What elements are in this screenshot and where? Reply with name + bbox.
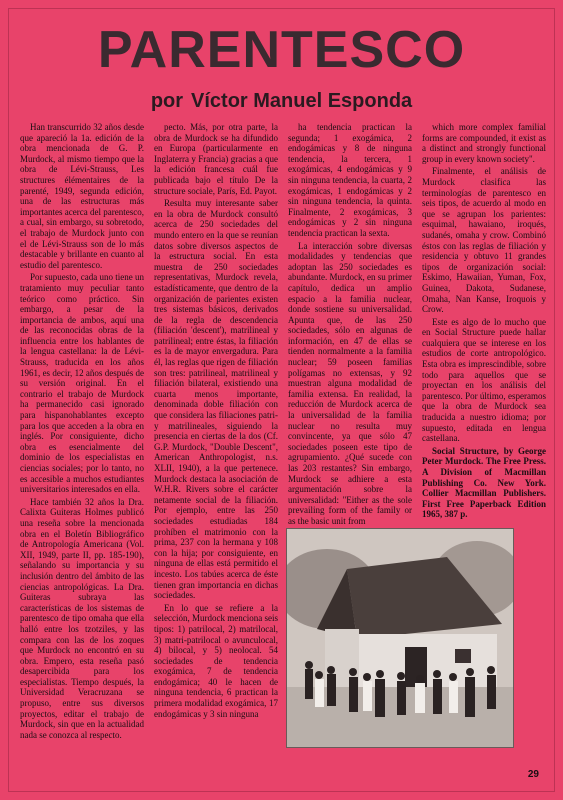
article-title: PARENTESCO (97, 21, 466, 79)
paragraph: ha tendencia practican la segunda; 1 exogámica, 2 endogámicas y 8 de ninguna tendencia, la tercera, 1 exogámicas, 4 endogámicas y 9 sin ninguna tendencia, la cuarta, 2 exogámicas, 1 endogámicas y 2 sin ninguna tendencia, la quinta. Finalmente, 2 exogámicas, 3 endogámicas y 2 sin ninguna tendencia practican la sexta. (288, 122, 412, 238)
village-photograph (286, 528, 514, 748)
photo-illustration (287, 529, 513, 747)
paragraph: which more complex familial forms are compounded, it exist as a distinct and strongly functional group in every known society". (422, 122, 546, 164)
text-column-3 (288, 122, 412, 527)
paragraph: Finalmente, el análisis de Murdock clasifica las terminologías de parentesco en seis tipos, de acuerdo al modo en que se agrupan los parientes: esquimal, hawaiano, iroqués, sudanés, omaha y crow. Combinó éstos con las reglas de filiación y residencia y obtuvo 11 grandes tipos de organización social: Eskimo, Hawaiian, Yuman, Fox, Guinea, Dakota, Sudanese, Omaha, Nan Kanse, Iroquois y Crow. (422, 166, 546, 315)
byline-prefix: por (150, 90, 184, 112)
page-number: 29 (527, 769, 539, 780)
paragraph: Este es algo de lo mucho que en Social Structure puede hallar cualquiera que se interese en los estudios de corte antropológico. Esta obra es imprescindible, sobre todo para aquellos que se proyectan en los análisis del parentesco. Por último, esperamos que la obra de Murdock sea traducida a nuestro idioma; por supuesto, editada en lengua castellana. (422, 316, 546, 444)
paragraph: Han transcurrido 32 años desde que apareció la 1a. edición de la obra mencionada de G. P. Murdock, al mismo tiempo que la obra de Lévi-Strauss, Les structures élémentaires de la parenté, 1949, segunda edición, una de las estructuras más importantes acerca del parentesco, a cual, sin embargo, su sobretodo, el trabajo de Murdock junto con el de Lévi-Strauss son de lo más destacable y brillante en cuanto al estudio del parentesco. (20, 122, 144, 270)
paragraph: En lo que se refiere a la selección, Murdock menciona seis tipos: 1) patrilocal, 2) matrilocal, 3) matri-patrilocal o avunculocal, 4) bilocal, y 5) neolocal. 54 sociedades de tendencia exogámica, 7 de tendencia endogámica; 40 le hacen de ninguna tendencia, 6 practican la primera modalidad exogámica, 17 endogámicas y 3 sin ninguna (154, 602, 278, 719)
bibliographic-reference: Social Structure, by George Peter Murdock. The Free Press. A Division of Macmillan Publishing Co. New York. Collier Macmillan Publishers. First Free Paperback Edition 1965, 387 p. (422, 445, 546, 520)
paragraph: Hace también 32 años la Dra. Calixta Guiteras Holmes publicó una reseña sobre la mencionada obra en el Boletín Bibliográfico de Antropología Americana (Vol. XII, 1949, parte II, pp. 185-190), señalando su importancia y su inclusión dentro del ámbito de las ciencias antropológicas. La Dra. Guiteras subraya las características de los sistemas de parentesco de tipo omaha que ella halló entre los tzotziles, y las compara con las de los zoques que Murdock no encontró en su obra. Empero, esta reseña pasó desapercibida para los especialistas. Tiempo después, la Universidad Veracruzana se propuso, entre sus diversos proyectos, editar el trabajo de Murdock, sin que en la actualidad nada se conozca al respecto. (20, 496, 144, 740)
text-column-2 (154, 122, 278, 772)
paragraph: La interacción sobre diversas modalidades y tendencias que adoptan las 250 sociedades es abundante. Murdock, en su primer capítulo, dedica un amplio espacio a la familia nuclear, donde sostiene su universalidad. Apunta que, de las 250 sociedades, sólo en algunas de información, en 47 de ellas se tienden normalmente a la familia nuclear; 59 poseen familias polígamas no extensas, y 92 muestran alguna modalidad de familia extensa. En realidad, la reducción de Murdock acerca de la universalidad de la familia nuclear no resulta muy convincente, ya que sólo 47 sociedades poseen este tipo de agrupamiento. ¿Qué sucede con las 203 restantes? Sin embargo, Murdock se adhiere a esta argumentación sobre la universalidad: "Either as the sole prevailing form of the family or as the basic unit from (288, 240, 412, 526)
paragraph: Por supuesto, cada uno tiene un tratamiento muy peculiar tanto teórico como práctico. Sin embargo, a pesar de la importancia de ambos, aquí una de las reconocidas obras de la influencia entre los hablantes de la lengua castellana: la de Lévi-Strauss, traducida en los años 1961, es decir, 12 años después de su versión original. En el contrario el trabajo de Murdock ha permanecido casi ignorado para hispanohablantes excepto para los que acceden a la obra en inglés. Por consiguiente, dicho obra es esencialmente del dominio de los especialistas en ciencias sociales; por lo tanto, no es accesible a muchos estudiantes universitarios interesados en ella. (20, 272, 144, 495)
text-column-4 (422, 122, 546, 527)
paragraph: pecto. Más, por otra parte, la obra de Murdock se ha difundido en Europa (particularmente en Inglaterra y Francia) gracias a que la edición francesa cuál fue publicada bajo el título De la structure sociale, París, Ed. Payot. (154, 122, 278, 196)
text-column-1 (20, 122, 144, 772)
paragraph: Resulta muy interesante saber en la obra de Murdock consultó acerca de 250 sociedades del mundo entero en la que se reunían datos sobre diversos aspectos de la estructura social. En esta muestra de 250 sociedades representativas, Murdock revela, estadísticamente, que dentro de la organización de parientes existen tres sistemas básicos, derivados de la regla de descendencia (filiación 'descent'), matrilineal y patrilineal; entre éstas, la filiación es la de mayor envergadura. Para él, las reglas que rigen de filiación son tres: patrilineal, matrilineal y filiación bilateral, existiendo una cuarta menos importante, denominada doble filiación con que considera las filiaciones patri- y matrilineales, siguiendo la presencia en ciertas de la dos (Cf. G.P. Murdock, "Double Descent", American Anthropologist, n.s. XLII, 1940), a la que pertenece. Murdock destaca la asociación de W.H.R. Rivers sobre el carácter netamente social de la filiación. Por ejemplo, entre las 250 sociedades estudiadas 184 prohíben el matrimonio con la prima, 237 con la hermana y 108 con la hija; por consiguiente, en ninguna de ellas está permitido el incesto. Los tabúes acerca de éste tienen gran importancia en dichas sociedades. (154, 198, 278, 601)
byline (0, 90, 563, 113)
author-name: Víctor Manuel Esponda (191, 90, 413, 112)
